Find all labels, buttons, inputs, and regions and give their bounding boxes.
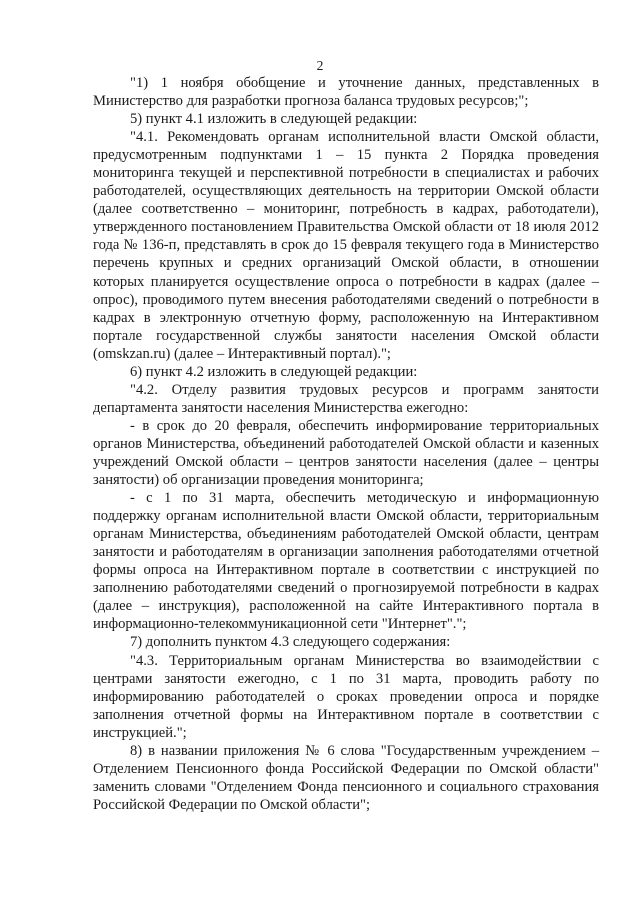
paragraph-amend-4-2: 6) пункт 4.2 изложить в следующей редакции: xyxy=(130,363,418,380)
paragraph-bullet-february: - в срок до 20 февраля, обеспечить информирование территориальных органов Министерства, объединений работодателей Омской области и казенных учреждений Омской области – центров занятости населения (далее – центры занятости) об организации проведения мониторинга; xyxy=(93,417,599,489)
paragraph-item-1-november: "1) 1 ноября обобщение и уточнение данных, представленных в Министерство для разработки прогноза баланса трудовых ресурсов;"; xyxy=(93,75,599,110)
paragraph-bullet-march: - с 1 по 31 марта, обеспечить методическую и информационную поддержку органам исполнительной власти Омской области, территориальным органам Министерства, объединениям работодателей Омской области, центрам занятости и работодателям в организации заполнения работодателями отчетной формы опроса на Интерактивном портале в соответствии с инструкцией по заполнению работодателями сведений о прогнозируемой потребности в кадрах (далее – инструкция), расположенной на сайте Интерактивного портала в информационно-телекоммуникационной сети "Интернет"."; xyxy=(93,490,599,633)
paragraph-add-4-3: 7) дополнить пунктом 4.3 следующего содержания: xyxy=(130,634,451,651)
paragraph-amend-4-1: 5) пункт 4.1 изложить в следующей редакции: xyxy=(130,111,418,128)
page-number: 2 xyxy=(316,58,324,73)
paragraph-clause-4-2: "4.2. Отделу развития трудовых ресурсов и программ занятости департамента занятости населения Министерства ежегодно: xyxy=(93,381,599,416)
document-body xyxy=(93,74,599,814)
paragraph-clause-4-1: "4.1. Рекомендовать органам исполнительной власти Омской области, предусмотренным подпунктами 1 – 15 пункта 2 Порядка проведения мониторинга текущей и перспективной потребности в специалистах и рабочих работодателей, осуществляющих деятельность на территории Омской области (далее соответственно – мониторинг, потребность в кадрах, работодатели), утвержденного постановлением Правительства Омской области от 18 июля 2012 года № 136-п, представлять в срок до 15 февраля текущего года в Министерство перечень крупных и средних организаций Омской области, в отношении которых планируется осуществление опроса о потребности в кадрах (далее – опрос), проводимого путем внесения работодателями сведений о потребности в кадрах в электронную отчетную форму, расположенную на Интерактивном портале государственной службы занятости населения Омской области (omskzan.ru) (далее – Интерактивный портал)."; xyxy=(93,129,599,362)
paragraph-clause-4-3: "4.3. Территориальным органам Министерства во взаимодействии с центрами занятости ежегодно, с 1 по 31 марта, проводить работу по информированию работодателей о сроках проведении опроса и порядке заполнения отчетной формы на Интерактивном портале в соответствии с инструкцией."; xyxy=(93,652,599,741)
paragraph-appendix-6: 8) в названии приложения № 6 слова "Государственным учреждением – Отделением Пенсионного фонда Российской Федерации по Омской области" заменить словами "Отделением Фонда пенсионного и социального страхования Российской Федерации по Омской области"; xyxy=(93,742,599,813)
